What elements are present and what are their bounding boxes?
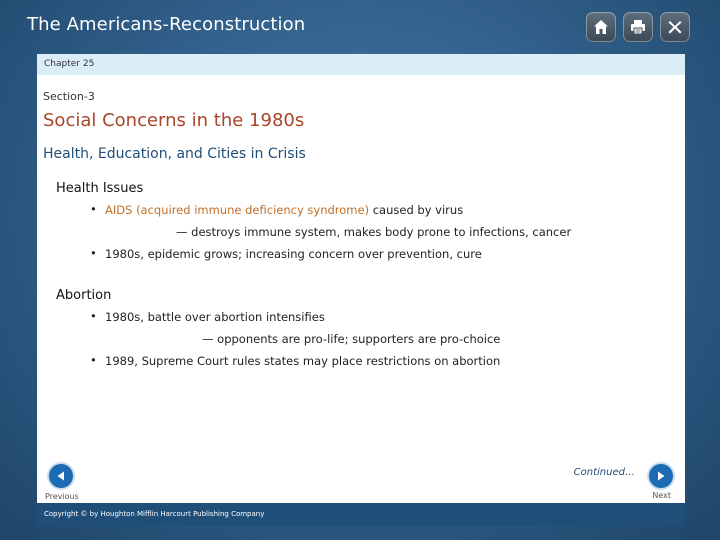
print-icon bbox=[629, 18, 647, 36]
home-button[interactable] bbox=[586, 12, 616, 42]
arrow-left-icon bbox=[55, 470, 67, 482]
arrow-right-icon bbox=[655, 470, 667, 482]
section-label: Section-3 bbox=[43, 90, 95, 103]
continued-label: Continued… bbox=[573, 467, 635, 478]
aids-highlight: AIDS (acquired immune deficiency syndrome) bbox=[105, 203, 370, 217]
sub-point-aids: — destroys immune system, makes body prone to infections, cancer bbox=[176, 225, 572, 239]
bullet-marker: • bbox=[90, 309, 97, 323]
close-button[interactable] bbox=[660, 12, 690, 42]
next-label[interactable]: Next bbox=[652, 491, 671, 500]
bullet-marker: • bbox=[90, 246, 97, 260]
bullet-aids bbox=[105, 203, 463, 217]
copyright-text: Copyright © by Houghton Mifflin Harcourt Publishing Company bbox=[44, 510, 265, 518]
aids-rest: caused by virus bbox=[369, 203, 464, 217]
bullet-court: 1989, Supreme Court rules states may place restrictions on abortion bbox=[105, 354, 501, 368]
app-title: The Americans-Reconstruction bbox=[27, 14, 306, 35]
slide-title: Social Concerns in the 1980s bbox=[43, 110, 305, 131]
bullet-marker: • bbox=[90, 353, 97, 367]
print-button[interactable] bbox=[623, 12, 653, 42]
sub-point-prolife: — opponents are pro-life; supporters are pro-choice bbox=[202, 332, 501, 346]
slide-subtitle: Health, Education, and Cities in Crisis bbox=[43, 146, 306, 162]
chapter-bar bbox=[37, 54, 685, 75]
footer-bar bbox=[37, 503, 685, 526]
previous-label[interactable]: Previous bbox=[45, 492, 79, 501]
bullet-epidemic: 1980s, epidemic grows; increasing concern over prevention, cure bbox=[105, 247, 482, 261]
topic-heading-abortion: Abortion bbox=[56, 288, 112, 303]
chapter-label: Chapter 25 bbox=[44, 59, 95, 69]
slide-content bbox=[37, 75, 685, 503]
previous-button[interactable] bbox=[49, 464, 73, 488]
bullet-marker: • bbox=[90, 202, 97, 216]
bullet-battle: 1980s, battle over abortion intensifies bbox=[105, 310, 325, 324]
header-toolbar bbox=[586, 12, 690, 42]
close-icon bbox=[666, 18, 684, 36]
next-button[interactable] bbox=[649, 464, 673, 488]
home-icon bbox=[592, 18, 610, 36]
topic-heading-health: Health Issues bbox=[56, 181, 144, 196]
